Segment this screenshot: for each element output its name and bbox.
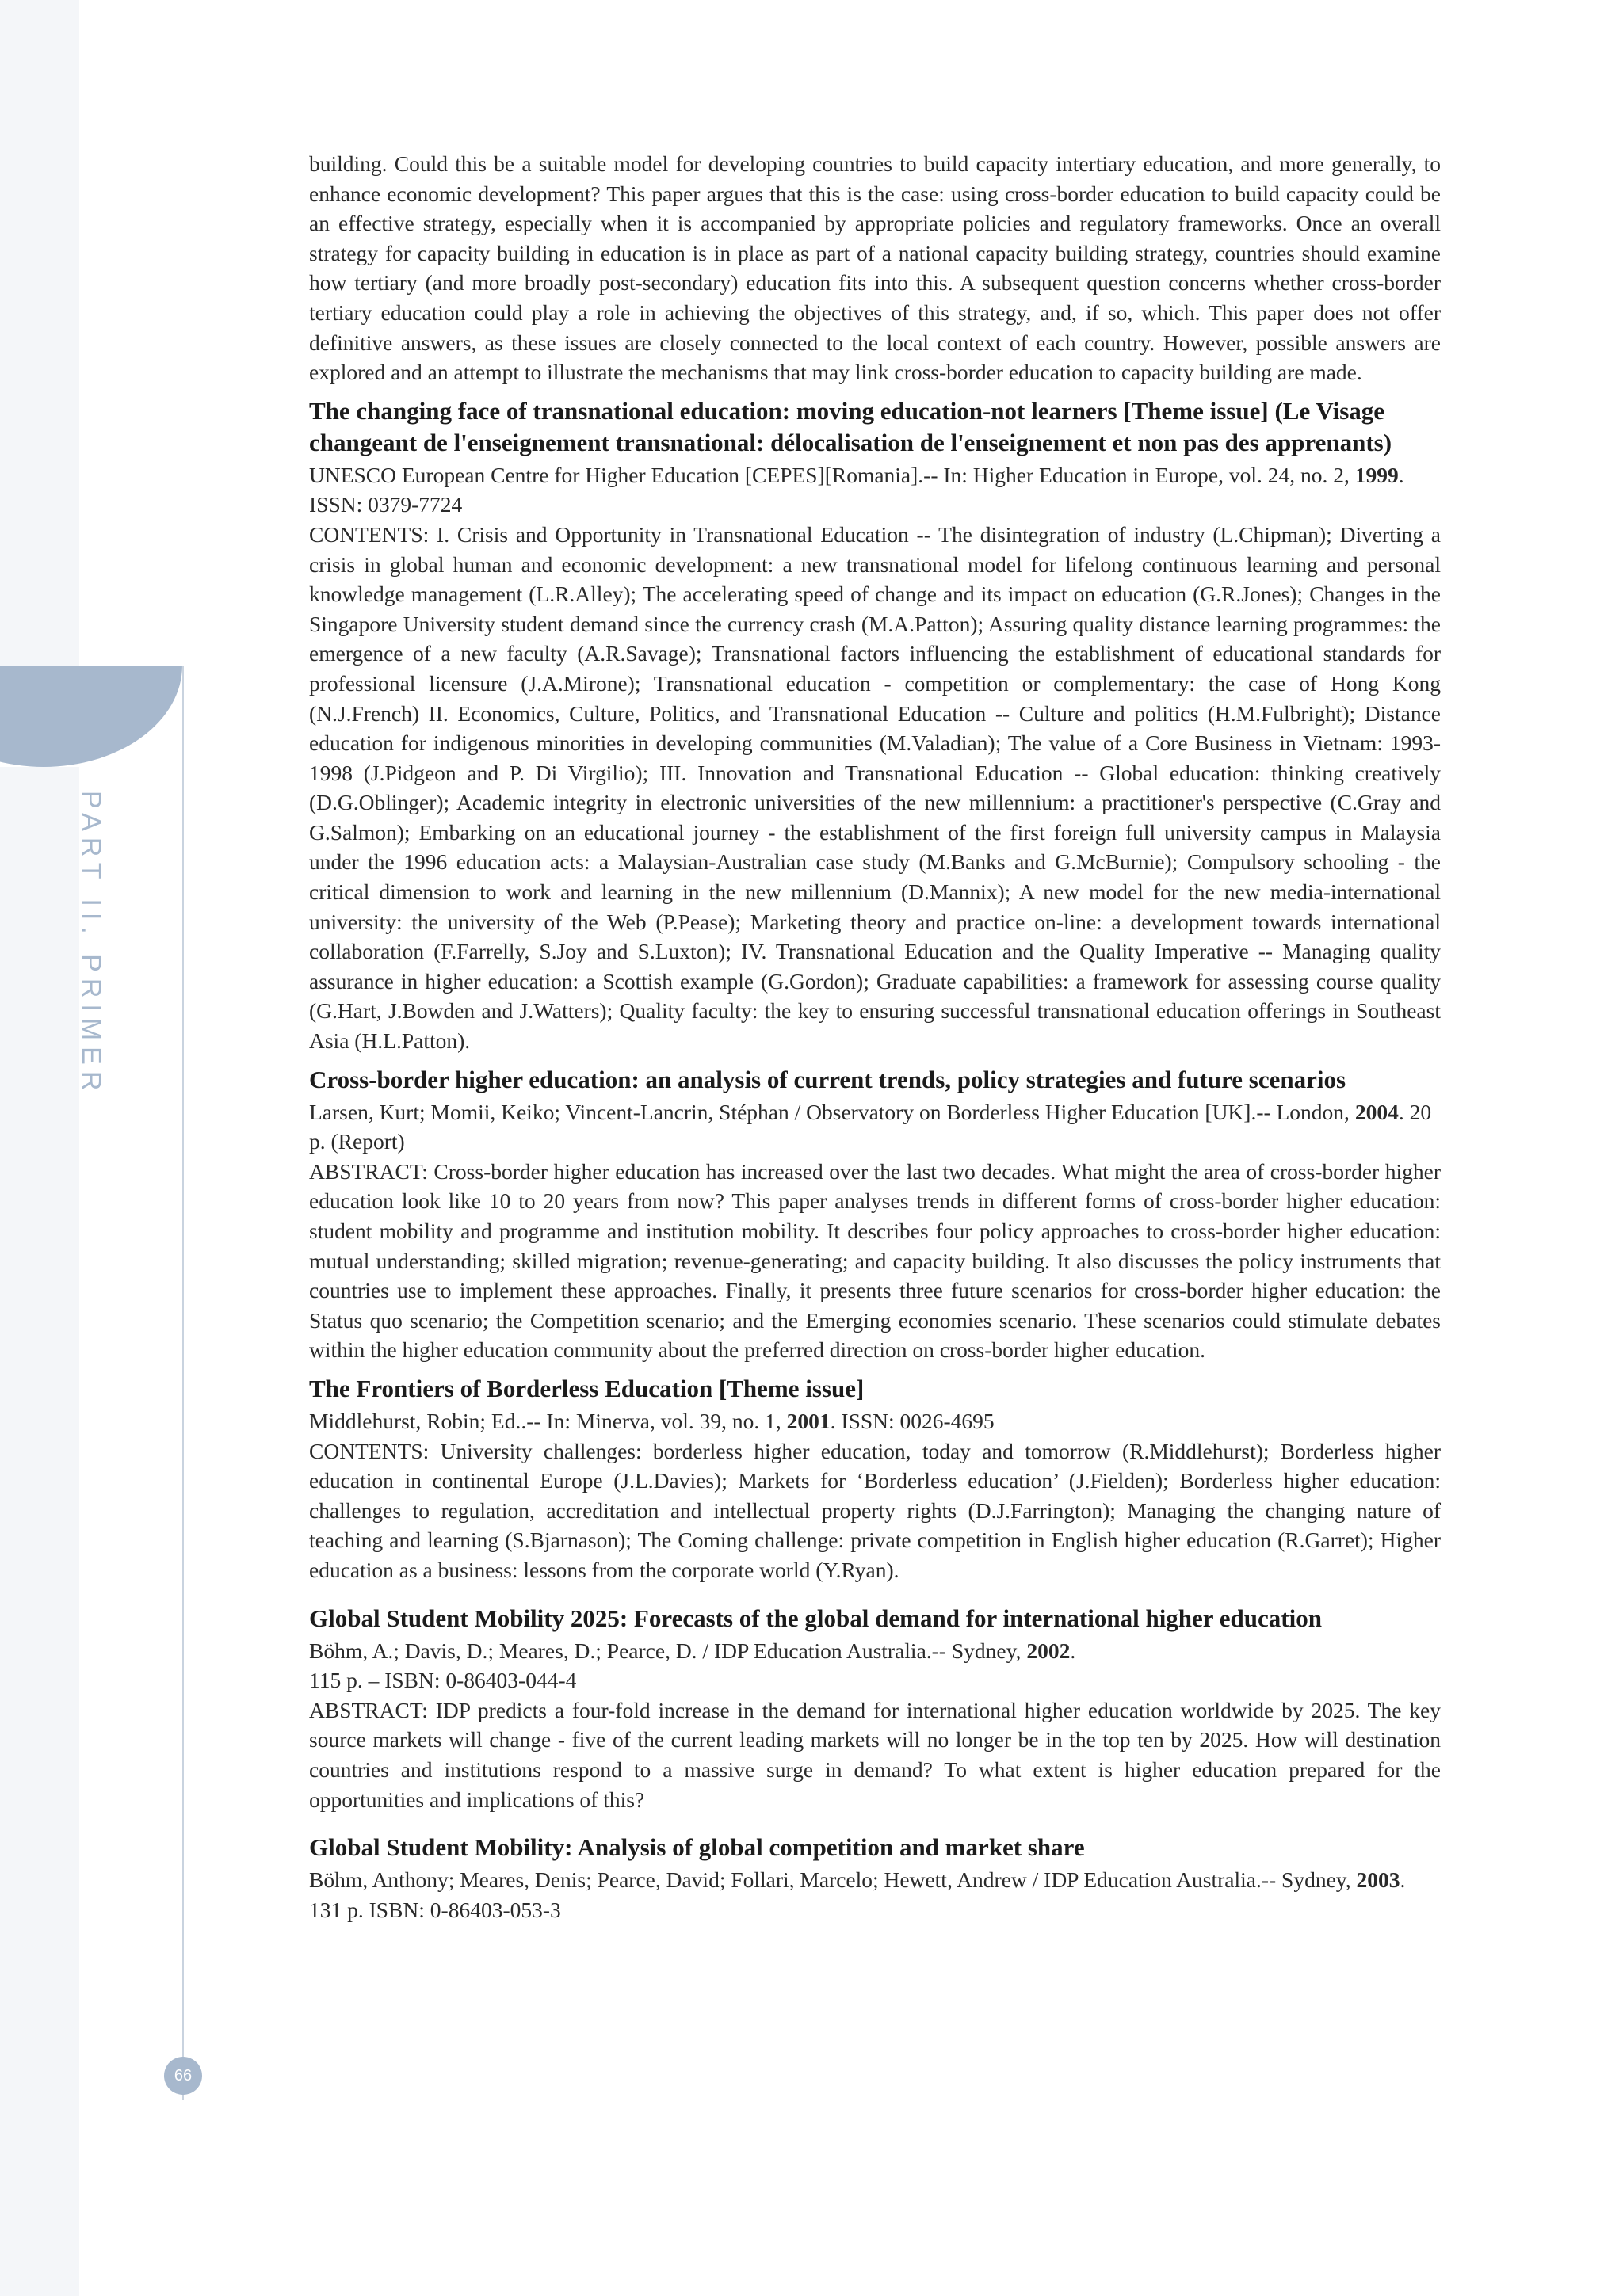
entry-year: 1999 — [1354, 462, 1399, 487]
margin-divider — [182, 666, 184, 2100]
entry-year: 2001 — [786, 1408, 831, 1433]
bibliography-entry — [309, 395, 1441, 1056]
entry-title: Cross-border higher education: an analysis of current trends, policy strategies and future scenarios — [309, 1065, 1346, 1093]
bibliography-entry — [309, 1064, 1441, 1365]
section-tab-shape — [0, 666, 182, 767]
entry-title: The Frontiers of Borderless Education [Theme issue] — [309, 1374, 865, 1402]
section-tab-arc — [0, 666, 182, 767]
entry-contents: CONTENTS: University challenges: borderless higher education, today and tomorrow (R.Middlehurst); Borderless higher education in continental Europe (J.L.Davies); Markets for ‘Borderless education’ (J.Fielden); Borderless higher education: challenges to regulation, accreditation and intellectual property rights (D.J.Farrington); Managing the changing nature of teaching and learning (S.Bjarnason); The Coming challenge: private competition in English higher education (R.Garret); Higher education as a business: lessons from the corporate world (Y.Ryan). — [309, 1438, 1441, 1582]
entry-abstract: ABSTRACT: Cross-border higher education has increased over the last two decades. What might the area of cross-border higher education look like 10 to 20 years from now? This paper analyses trends in different forms of cross-border higher education: student mobility and programme and institution mobility. It describes four policy approaches to cross-border higher education: mutual understanding; skilled migration; revenue-generating; and capacity building. It also discusses the policy instruments that countries use to implement these approaches. Finally, it presents three future scenarios for cross-border higher education: the Status quo scenario; the Competition scenario; and the Emerging economies scenario. These scenarios could stimulate debates within the higher education community about the preferred direction on cross-border higher education. — [309, 1158, 1441, 1363]
entry-citation: Böhm, Anthony; Meares, Denis; Pearce, David; Follari, Marcelo; Hewett, Andrew / IDP Education Australia.-- Sydney, 2003. 131 p. ISBN: 0-86403-053-3 — [309, 1867, 1406, 1922]
entry-title: Global Student Mobility: Analysis of global competition and market share — [309, 1833, 1085, 1862]
entry-citation: UNESCO European Centre for Higher Education [CEPES][Romania].-- In: Higher Education in Europe, vol. 24, no. 2, 1999. ISSN: 0379-7724 — [309, 462, 1404, 517]
bibliography-entry — [309, 1832, 1441, 1924]
entry-year: 2003 — [1356, 1867, 1400, 1893]
entry-citation: Larsen, Kurt; Momii, Keiko; Vincent-Lancrin, Stéphan / Observatory on Borderless Higher Education [UK].-- London, 2004. 20 p. (Report) — [309, 1099, 1432, 1154]
section-label: PART II. PRIMER — [76, 791, 106, 1097]
entry-title: The changing face of transnational education: moving education-not learners [Theme issue] (Le Visage changeant de l'enseignement transnational: délocalisation de l'enseignement et non pas des apprenants) — [309, 396, 1392, 456]
bibliography-entry — [309, 1603, 1441, 1815]
entry-abstract: ABSTRACT: IDP predicts a four-fold increase in the demand for international higher education worldwide by 2025. The key source markets will change - five of the current leading markets will no longer be in the top ten by 2025. How will destination countries and institutions respond to a massive surge in demand? To what extent is higher education prepared for the opportunities and implications of this? — [309, 1697, 1441, 1812]
entry-year: 2004 — [1354, 1099, 1399, 1124]
margin-strip — [0, 0, 79, 2296]
entry-isbn: 115 p. – ISBN: 0-86403-044-4 — [309, 1668, 577, 1693]
entry-citation: Middlehurst, Robin; Ed..-- In: Minerva, vol. 39, no. 1, 2001. ISSN: 0026-4695 — [309, 1408, 995, 1433]
entry-title: Global Student Mobility 2025: Forecasts of the global demand for international higher education — [309, 1604, 1322, 1632]
bibliography-content — [309, 149, 1441, 1924]
entry-citation: Böhm, A.; Davis, D.; Meares, D.; Pearce, D. / IDP Education Australia.-- Sydney, 2002. — [309, 1638, 1076, 1663]
bibliography-entry — [309, 1373, 1441, 1585]
intro-paragraph: building. Could this be a suitable model for developing countries to build capacity intertiary education, and more generally, to enhance economic development? This paper argues that this is the case: using cross-border education to build capacity could be an effective strategy, especially when it is accompanied by appropriate policies and regulatory frameworks. Once an overall strategy for capacity building in education is in place as part of a national capacity building strategy, countries should examine how tertiary (and more broadly post-secondary) education fits into this. A subsequent question concerns whether cross-border tertiary education could play a role in achieving the objectives of this strategy, and, if so, which. This paper does not offer definitive answers, as these issues are closely connected to the local context of each country. However, possible answers are explored and an attempt to illustrate the mechanisms that may link cross-border education to capacity building are made. — [309, 151, 1441, 385]
page-number-badge: 66 — [164, 2057, 202, 2095]
entry-year: 2002 — [1026, 1638, 1071, 1663]
entry-contents: CONTENTS: I. Crisis and Opportunity in Transnational Education -- The disintegration of industry (L.Chipman); Diverting a crisis in global human and economic development: a new transnational model for lifelong continuous learning and personal knowledge management (L.R.Alley); The accelerating speed of change and its impact on education (G.R.Jones); Changes in the Singapore University student demand since the currency crash (M.A.Patton); Assuring quality distance learning programmes: the emergence of a new faculty (A.R.Savage); Transnational factors influencing the establishment of educational standards for professional licensure (J.A.Mirone); Transnational education - competition or complementary: the case of Hong Kong (N.J.French) II. Economics, Culture, Politics, and Transnational Education -- Culture and politics (H.M.Fulbright); Distance education for indigenous minorities in developing communities (M.Valadian); The value of a Core Business in Vietnam: 1993-1998 (J.Pidgeon and P. Di Virgilio); III. Innovation and Transnational Education -- Global education: thinking creatively (D.G.Oblinger); Academic integrity in electronic universities of the new millennium: a practitioner's perspective (C.Gray and G.Salmon); Embarking on an educational journey - the establishment of the first foreign full university campus in Malaysia under the 1996 education acts: a Malaysian-Australian case study (M.Banks and G.McBurnie); Compulsory schooling - the critical dimension to work and learning in the new millennium (D.Mannix); A new model for the new media-international university: the university of the Web (P.Pease); Marketing theory and practice on-line: a development towards international collaboration (F.Farrelly, S.Joy and S.Luxton); IV. Transnational Education and the Quality Imperative -- Managing quality assurance in higher education: a Scottish example (G.Gordon); Graduate capabilities: a framework for assessing course quality (G.Hart, J.Bowden and J.Watters); Quality faculty: the key to ensuring successful transnational education offerings in Southeast Asia (H.L.Patton). — [309, 521, 1441, 1054]
